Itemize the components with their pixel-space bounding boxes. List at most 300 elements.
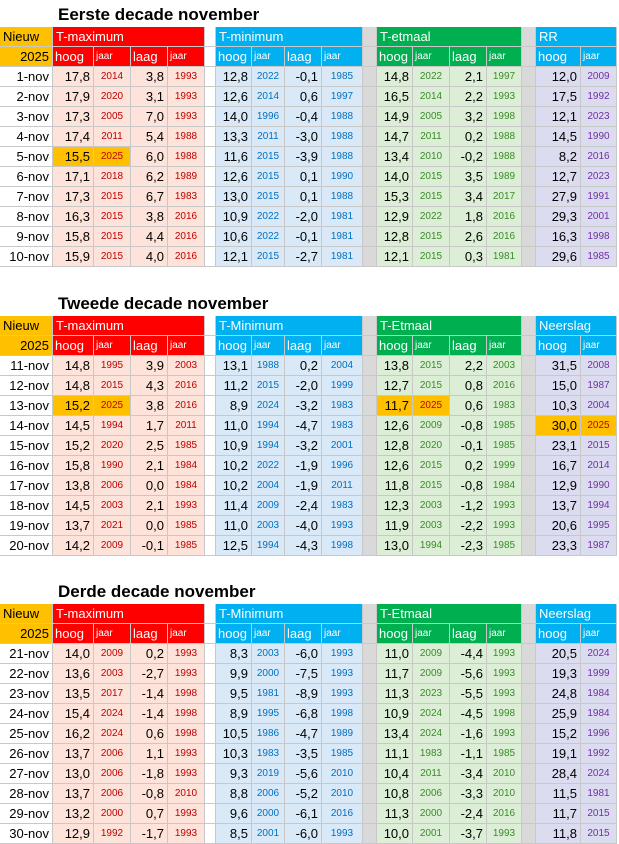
cell-tmax-ly: 2016 <box>168 376 205 396</box>
row-date: 23-nov <box>0 684 53 704</box>
cell-tmin-ly: 1988 <box>322 147 363 167</box>
cell-tmax-l: 0,0 <box>131 516 168 536</box>
cell-tet-ly: 1993 <box>487 496 522 516</box>
cell-tet-l: -2,3 <box>450 536 487 556</box>
cell-tet-hy: 2015 <box>413 247 450 267</box>
separator <box>522 356 536 376</box>
section-title: Eerste decade november <box>58 5 260 24</box>
cell-tet-l: 3,2 <box>450 107 487 127</box>
cell-tet-hy: 2003 <box>413 496 450 516</box>
cell-tet-l: 2,2 <box>450 356 487 376</box>
row-date: 6-nov <box>0 167 53 187</box>
cell-tmin-ly: 1996 <box>322 456 363 476</box>
separator <box>522 436 536 456</box>
cell-tet-h: 16,5 <box>377 87 413 107</box>
gap-cell <box>205 764 216 784</box>
header-jaar: jaar <box>581 624 617 644</box>
separator <box>522 744 536 764</box>
table-row <box>0 784 619 804</box>
cell-tmin-ly: 1993 <box>322 516 363 536</box>
cell-tmax-h: 15,2 <box>53 396 94 416</box>
row-date: 1-nov <box>0 67 53 87</box>
separator <box>363 764 377 784</box>
cell-tet-h: 12,6 <box>377 416 413 436</box>
cell-tet-l: -0,2 <box>450 147 487 167</box>
cell-tmin-h: 11,4 <box>216 496 252 516</box>
cell-tmax-ly: 1985 <box>168 516 205 536</box>
separator <box>522 824 536 844</box>
header-group-tmin: T-minimum <box>216 27 363 47</box>
separator <box>363 167 377 187</box>
cell-tmax-ly: 1985 <box>168 536 205 556</box>
cell-tmin-hy: 2015 <box>252 147 285 167</box>
cell-tmax-h: 17,9 <box>53 87 94 107</box>
separator <box>522 764 536 784</box>
table-row <box>0 744 619 764</box>
row-date: 18-nov <box>0 496 53 516</box>
cell-tmin-ly: 1985 <box>322 67 363 87</box>
cell-rr: 24,8 <box>536 684 581 704</box>
cell-tmin-h: 9,6 <box>216 804 252 824</box>
cell-tet-hy: 1994 <box>413 536 450 556</box>
header-row-sub <box>0 336 619 356</box>
cell-tmax-l: -1,8 <box>131 764 168 784</box>
cell-tet-l: 0,2 <box>450 456 487 476</box>
gap-cell <box>205 496 216 516</box>
cell-tmin-l: -2,4 <box>285 496 322 516</box>
cell-tet-ly: 2003 <box>487 356 522 376</box>
cell-tmax-hy: 2009 <box>94 644 131 664</box>
cell-tmin-l: -0,4 <box>285 107 322 127</box>
separator <box>363 436 377 456</box>
header-jaar: jaar <box>322 624 363 644</box>
cell-rr: 11,5 <box>536 784 581 804</box>
cell-tet-hy: 2000 <box>413 804 450 824</box>
header-jaar: jaar <box>581 336 617 356</box>
cell-tmax-l: 7,0 <box>131 107 168 127</box>
header-jaar: jaar <box>322 336 363 356</box>
cell-tet-h: 13,4 <box>377 724 413 744</box>
header-laag: laag <box>285 336 322 356</box>
cell-tet-l: -4,4 <box>450 644 487 664</box>
cell-rr: 11,8 <box>536 824 581 844</box>
cell-tet-ly: 2010 <box>487 784 522 804</box>
cell-rr: 8,2 <box>536 147 581 167</box>
row-date: 7-nov <box>0 187 53 207</box>
cell-tmin-hy: 2024 <box>252 396 285 416</box>
cell-tmax-l: 2,5 <box>131 436 168 456</box>
cell-rr: 23,1 <box>536 436 581 456</box>
table-row <box>0 147 619 167</box>
header-row-sub <box>0 47 619 67</box>
header-hoog: hoog <box>53 624 94 644</box>
cell-rr-y: 1985 <box>581 247 617 267</box>
separator <box>522 664 536 684</box>
cell-tet-hy: 2015 <box>413 456 450 476</box>
row-date: 19-nov <box>0 516 53 536</box>
gap-cell <box>205 147 216 167</box>
table-row <box>0 804 619 824</box>
cell-tmax-h: 13,7 <box>53 784 94 804</box>
cell-tmax-h: 13,7 <box>53 744 94 764</box>
cell-tmax-h: 16,2 <box>53 724 94 744</box>
cell-tmin-h: 11,6 <box>216 147 252 167</box>
header-jaar: jaar <box>413 336 450 356</box>
header-jaar: jaar <box>322 47 363 67</box>
cell-tet-ly: 2016 <box>487 227 522 247</box>
cell-tet-hy: 2022 <box>413 67 450 87</box>
cell-tet-hy: 2020 <box>413 436 450 456</box>
table-row <box>0 416 619 436</box>
cell-tmax-hy: 2020 <box>94 87 131 107</box>
cell-tet-l: -2,4 <box>450 804 487 824</box>
cell-tmax-ly: 2016 <box>168 396 205 416</box>
cell-tmin-ly: 1993 <box>322 684 363 704</box>
cell-tet-l: 1,8 <box>450 207 487 227</box>
cell-tmax-hy: 2014 <box>94 67 131 87</box>
cell-tmax-hy: 1995 <box>94 356 131 376</box>
header-jaar: jaar <box>94 624 131 644</box>
separator <box>363 724 377 744</box>
cell-tet-h: 11,7 <box>377 396 413 416</box>
cell-tmin-l: -3,2 <box>285 396 322 416</box>
cell-rr-y: 1999 <box>581 664 617 684</box>
cell-tet-hy: 2024 <box>413 704 450 724</box>
cell-tmin-hy: 2003 <box>252 644 285 664</box>
cell-tet-h: 15,3 <box>377 187 413 207</box>
cell-rr-y: 2014 <box>581 456 617 476</box>
cell-tmin-l: -6,1 <box>285 804 322 824</box>
cell-rr: 11,7 <box>536 804 581 824</box>
cell-tmax-h: 15,8 <box>53 227 94 247</box>
separator <box>522 227 536 247</box>
gap-cell <box>205 127 216 147</box>
cell-rr-y: 1984 <box>581 704 617 724</box>
gap-cell <box>205 684 216 704</box>
cell-tmin-h: 8,8 <box>216 784 252 804</box>
cell-tet-ly: 1993 <box>487 516 522 536</box>
cell-tet-h: 13,4 <box>377 147 413 167</box>
cell-rr-y: 2004 <box>581 396 617 416</box>
gap-cell <box>205 824 216 844</box>
gap-cell <box>205 456 216 476</box>
gap-cell <box>205 784 216 804</box>
separator <box>522 107 536 127</box>
separator <box>363 227 377 247</box>
header-group-tmin: T-Minimum <box>216 316 363 336</box>
cell-tmin-ly: 2001 <box>322 436 363 456</box>
cell-tmin-ly: 1985 <box>322 744 363 764</box>
cell-tmin-l: -4,3 <box>285 536 322 556</box>
cell-tmax-hy: 2011 <box>94 127 131 147</box>
cell-tet-l: 3,5 <box>450 167 487 187</box>
cell-tet-hy: 2022 <box>413 207 450 227</box>
cell-tmax-hy: 2015 <box>94 207 131 227</box>
cell-tet-ly: 1993 <box>487 684 522 704</box>
cell-tmax-h: 15,8 <box>53 456 94 476</box>
cell-tmin-l: -6,0 <box>285 644 322 664</box>
cell-rr: 28,4 <box>536 764 581 784</box>
cell-rr-y: 1991 <box>581 187 617 207</box>
separator <box>522 704 536 724</box>
cell-tmax-h: 15,4 <box>53 704 94 724</box>
cell-tet-h: 12,1 <box>377 247 413 267</box>
header-laag: laag <box>450 336 487 356</box>
gap-cell <box>205 416 216 436</box>
cell-tmin-h: 11,0 <box>216 516 252 536</box>
cell-rr: 13,7 <box>536 496 581 516</box>
header-hoog: hoog <box>216 624 252 644</box>
table-row <box>0 536 619 556</box>
cell-rr: 25,9 <box>536 704 581 724</box>
cell-tmax-l: -2,7 <box>131 664 168 684</box>
cell-tet-ly: 1998 <box>487 704 522 724</box>
cell-tmin-h: 8,5 <box>216 824 252 844</box>
header-hoog: hoog <box>53 336 94 356</box>
cell-tet-ly: 1993 <box>487 664 522 684</box>
header-jaar: jaar <box>252 624 285 644</box>
separator <box>363 207 377 227</box>
cell-tmax-hy: 2025 <box>94 147 131 167</box>
cell-tet-ly: 1988 <box>487 147 522 167</box>
header-jaar: jaar <box>168 336 205 356</box>
cell-tmax-h: 16,3 <box>53 207 94 227</box>
cell-tet-h: 12,6 <box>377 456 413 476</box>
cell-tet-ly: 2017 <box>487 187 522 207</box>
header-nieuw: Nieuw <box>0 604 53 624</box>
cell-tet-hy: 1983 <box>413 744 450 764</box>
cell-tet-hy: 2010 <box>413 147 450 167</box>
cell-tmax-ly: 1993 <box>168 744 205 764</box>
gap-cell <box>205 664 216 684</box>
header-group-rr: RR <box>536 27 617 47</box>
cell-tmin-l: -2,0 <box>285 207 322 227</box>
cell-tmax-hy: 2024 <box>94 704 131 724</box>
cell-rr: 30,0 <box>536 416 581 436</box>
cell-tet-l: 2,2 <box>450 87 487 107</box>
cell-tet-ly: 1997 <box>487 67 522 87</box>
header-nieuw: Nieuw <box>0 27 53 47</box>
cell-tet-ly: 1993 <box>487 87 522 107</box>
separator <box>522 784 536 804</box>
cell-tet-h: 13,0 <box>377 536 413 556</box>
cell-tmax-l: -1,4 <box>131 704 168 724</box>
cell-tmin-ly: 1981 <box>322 227 363 247</box>
row-date: 3-nov <box>0 107 53 127</box>
cell-rr: 29,6 <box>536 247 581 267</box>
cell-tmin-ly: 1993 <box>322 664 363 684</box>
header-hoog: hoog <box>53 47 94 67</box>
cell-tmin-ly: 1988 <box>322 187 363 207</box>
cell-tmax-ly: 1984 <box>168 456 205 476</box>
cell-tet-ly: 1981 <box>487 247 522 267</box>
cell-tmin-ly: 1993 <box>322 824 363 844</box>
row-date: 22-nov <box>0 664 53 684</box>
cell-tet-hy: 2015 <box>413 476 450 496</box>
separator <box>363 416 377 436</box>
cell-tmin-ly: 2011 <box>322 476 363 496</box>
cell-rr: 12,9 <box>536 476 581 496</box>
cell-tmax-h: 14,8 <box>53 376 94 396</box>
separator <box>363 604 377 624</box>
cell-tmax-hy: 2020 <box>94 436 131 456</box>
cell-tmin-l: -1,9 <box>285 456 322 476</box>
cell-tmax-ly: 1984 <box>168 476 205 496</box>
cell-tmin-ly: 1997 <box>322 87 363 107</box>
cell-tet-hy: 2003 <box>413 516 450 536</box>
cell-rr-y: 2024 <box>581 764 617 784</box>
header-hoog: hoog <box>377 47 413 67</box>
cell-rr: 16,3 <box>536 227 581 247</box>
cell-rr-y: 2025 <box>581 416 617 436</box>
cell-tmax-l: 4,3 <box>131 376 168 396</box>
cell-tet-hy: 2014 <box>413 87 450 107</box>
cell-tet-hy: 2015 <box>413 356 450 376</box>
cell-tmax-l: -0,1 <box>131 536 168 556</box>
cell-tet-hy: 2009 <box>413 664 450 684</box>
cell-tmin-hy: 2014 <box>252 87 285 107</box>
separator <box>522 536 536 556</box>
separator <box>363 784 377 804</box>
cell-tet-h: 11,7 <box>377 664 413 684</box>
header-group-rr: Neerslag <box>536 604 617 624</box>
cell-tet-hy: 2005 <box>413 107 450 127</box>
cell-tmin-ly: 2010 <box>322 784 363 804</box>
cell-tet-l: 0,3 <box>450 247 487 267</box>
cell-tmax-ly: 1988 <box>168 147 205 167</box>
cell-tmin-h: 12,6 <box>216 87 252 107</box>
cell-tet-hy: 2009 <box>413 644 450 664</box>
header-laag: laag <box>131 624 168 644</box>
table-row <box>0 247 619 267</box>
cell-tet-ly: 1984 <box>487 476 522 496</box>
table-row <box>0 476 619 496</box>
cell-tmax-ly: 2016 <box>168 207 205 227</box>
cell-tmax-h: 15,2 <box>53 436 94 456</box>
cell-tet-l: 2,6 <box>450 227 487 247</box>
table-row <box>0 644 619 664</box>
cell-tmax-ly: 1993 <box>168 644 205 664</box>
cell-tmin-hy: 2006 <box>252 784 285 804</box>
row-date: 17-nov <box>0 476 53 496</box>
header-group-tmin: T-Minimum <box>216 604 363 624</box>
separator <box>363 376 377 396</box>
header-group-tmax: T-maximum <box>53 604 205 624</box>
cell-tet-h: 12,7 <box>377 376 413 396</box>
cell-tmin-hy: 2009 <box>252 496 285 516</box>
separator <box>363 247 377 267</box>
header-gap <box>205 316 216 336</box>
cell-tet-ly: 1985 <box>487 536 522 556</box>
cell-tmin-hy: 2011 <box>252 127 285 147</box>
separator <box>522 644 536 664</box>
cell-tmax-ly: 1998 <box>168 724 205 744</box>
cell-tmax-l: 3,8 <box>131 396 168 416</box>
cell-tmin-hy: 2022 <box>252 67 285 87</box>
separator <box>363 356 377 376</box>
cell-tmin-hy: 2015 <box>252 187 285 207</box>
cell-tet-l: -1,6 <box>450 724 487 744</box>
cell-tet-l: 2,1 <box>450 67 487 87</box>
cell-tet-hy: 2025 <box>413 396 450 416</box>
header-row-groups <box>0 316 619 336</box>
cell-rr: 12,7 <box>536 167 581 187</box>
separator <box>522 684 536 704</box>
cell-tmax-hy: 2006 <box>94 476 131 496</box>
cell-tmin-hy: 1981 <box>252 684 285 704</box>
separator <box>522 316 536 336</box>
cell-tmin-l: -3,5 <box>285 744 322 764</box>
cell-tmax-h: 17,1 <box>53 167 94 187</box>
cell-tmax-hy: 2017 <box>94 684 131 704</box>
row-date: 30-nov <box>0 824 53 844</box>
cell-tmax-hy: 1994 <box>94 416 131 436</box>
row-date: 8-nov <box>0 207 53 227</box>
row-date: 29-nov <box>0 804 53 824</box>
gap-cell <box>205 247 216 267</box>
cell-tmin-hy: 2000 <box>252 804 285 824</box>
cell-tet-ly: 1993 <box>487 824 522 844</box>
cell-tmin-hy: 1983 <box>252 744 285 764</box>
cell-tmin-hy: 2015 <box>252 376 285 396</box>
header-row-groups <box>0 604 619 624</box>
cell-tmax-h: 14,5 <box>53 416 94 436</box>
header-hoog: hoog <box>536 624 581 644</box>
cell-rr: 12,1 <box>536 107 581 127</box>
cell-tmax-h: 13,2 <box>53 804 94 824</box>
cell-tet-ly: 1989 <box>487 167 522 187</box>
cell-rr-y: 2024 <box>581 644 617 664</box>
cell-tmax-h: 15,9 <box>53 247 94 267</box>
cell-tmax-ly: 1998 <box>168 684 205 704</box>
header-jaar: jaar <box>413 47 450 67</box>
header-jaar: jaar <box>94 47 131 67</box>
cell-tmax-hy: 2015 <box>94 247 131 267</box>
gap-cell <box>205 644 216 664</box>
cell-tmax-h: 13,8 <box>53 476 94 496</box>
table-row <box>0 376 619 396</box>
separator <box>363 744 377 764</box>
cell-tmin-hy: 2003 <box>252 516 285 536</box>
cell-rr: 29,3 <box>536 207 581 227</box>
cell-tmin-ly: 2016 <box>322 804 363 824</box>
cell-tmin-h: 10,3 <box>216 744 252 764</box>
cell-tmin-l: -3,2 <box>285 436 322 456</box>
table-row <box>0 67 619 87</box>
cell-tmax-h: 17,3 <box>53 187 94 207</box>
cell-rr-y: 1995 <box>581 516 617 536</box>
header-group-tmax: T-maximum <box>53 316 205 336</box>
cell-tmax-l: 1,7 <box>131 416 168 436</box>
cell-tmax-h: 13,0 <box>53 764 94 784</box>
cell-tet-ly: 1985 <box>487 744 522 764</box>
cell-tmin-h: 10,9 <box>216 436 252 456</box>
cell-tmin-l: -2,0 <box>285 376 322 396</box>
cell-tmax-l: -1,7 <box>131 824 168 844</box>
row-date: 16-nov <box>0 456 53 476</box>
cell-tmax-l: 4,0 <box>131 247 168 267</box>
cell-tmax-ly: 2011 <box>168 416 205 436</box>
table-row <box>0 207 619 227</box>
gap-cell <box>205 396 216 416</box>
header-jaar: jaar <box>487 47 522 67</box>
cell-tet-ly: 2016 <box>487 207 522 227</box>
cell-tmax-hy: 2024 <box>94 724 131 744</box>
cell-tmax-ly: 1993 <box>168 804 205 824</box>
cell-tmax-h: 17,3 <box>53 107 94 127</box>
cell-tet-h: 12,8 <box>377 227 413 247</box>
separator <box>363 516 377 536</box>
